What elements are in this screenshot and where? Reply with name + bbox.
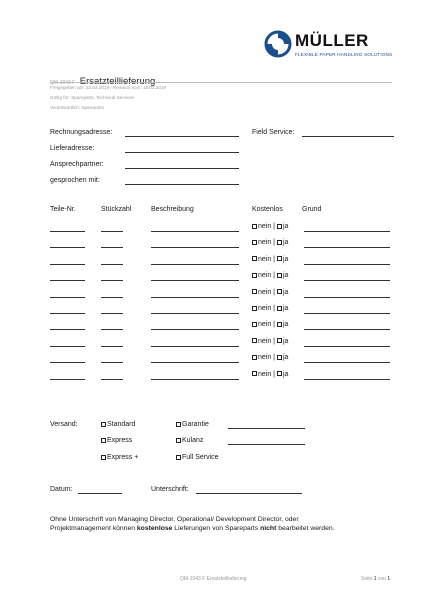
field-service-field[interactable]: [302, 136, 394, 137]
shipping-express-option[interactable]: [101, 437, 132, 444]
checkbox[interactable]: [176, 455, 181, 460]
shipping-express-plus-option[interactable]: [101, 454, 138, 461]
note-text-c: bearbeitet werden.: [276, 525, 335, 533]
free-of-charge-choice[interactable]: [252, 256, 288, 263]
logo-brand: MÜLLER: [295, 31, 369, 50]
col-description: Beschreibung: [151, 206, 194, 213]
note-line-2: [50, 524, 395, 533]
option-no-label: nein |: [258, 288, 277, 296]
checkbox-yes[interactable]: [277, 322, 282, 327]
option-no-label: nein |: [258, 337, 277, 345]
option-yes-label: ja: [282, 272, 289, 280]
checkbox-yes[interactable]: [277, 256, 282, 261]
free-of-charge-choice[interactable]: [252, 239, 288, 246]
reason-field[interactable]: [304, 346, 390, 347]
free-of-charge-choice[interactable]: [252, 289, 288, 296]
delivery-label: Lieferadresse:: [50, 145, 95, 152]
option-no-label: nein |: [258, 255, 277, 263]
quantity-field[interactable]: [101, 313, 123, 314]
note-bold-free: kostenlose: [136, 525, 173, 533]
reason-field[interactable]: [304, 313, 390, 314]
goodwill-label: Kulanz: [182, 437, 204, 444]
checkbox-no[interactable]: [252, 371, 257, 376]
reason-field[interactable]: [304, 247, 390, 248]
checkbox-yes[interactable]: [277, 371, 282, 376]
shipping-express-plus-label: Express +: [107, 454, 139, 461]
description-field[interactable]: [151, 264, 239, 265]
checkbox-yes[interactable]: [277, 240, 282, 245]
description-field[interactable]: [151, 231, 239, 232]
footer-page: [361, 576, 390, 582]
doc-code: QM-1043 F: [50, 80, 76, 86]
goodwill-option[interactable]: [176, 437, 203, 444]
goodwill-field[interactable]: [228, 444, 305, 445]
reason-field[interactable]: [304, 379, 390, 380]
description-field[interactable]: [151, 329, 239, 330]
part-number-field[interactable]: [50, 379, 85, 380]
footer-doc-name: QM-1043 F Ersatzteillieferung: [180, 576, 247, 582]
option-yes-label: ja: [282, 255, 289, 263]
contact-label: Ansprechpartner:: [50, 161, 104, 168]
title-underline: [50, 82, 392, 83]
quantity-field[interactable]: [101, 329, 123, 330]
part-number-field[interactable]: [50, 280, 85, 281]
full-service-label: Full Service: [182, 454, 219, 461]
reason-field[interactable]: [304, 362, 390, 363]
note-text-a: Projektmanagement können: [50, 525, 137, 533]
note-bold-not: nicht: [260, 525, 277, 533]
quantity-field[interactable]: [101, 346, 123, 347]
col-free-of-charge: Kostenlos: [252, 206, 283, 213]
delivery-field[interactable]: [125, 152, 239, 153]
doc-responsible: Verantwortlich: Spareparts: [50, 105, 104, 110]
option-yes-label: ja: [282, 337, 289, 345]
quantity-field[interactable]: [101, 247, 123, 248]
checkbox[interactable]: [101, 455, 106, 460]
quantity-field[interactable]: [101, 379, 123, 380]
checkbox-yes[interactable]: [277, 355, 282, 360]
free-of-charge-choice[interactable]: [252, 354, 288, 361]
free-of-charge-choice[interactable]: [252, 338, 288, 345]
note-line-1: Ohne Unterschrift von Managing Director, Operational/ Development Director, oder: [50, 516, 299, 523]
checkbox[interactable]: [176, 438, 181, 443]
option-yes-label: ja: [282, 239, 289, 247]
warranty-field[interactable]: [228, 428, 305, 429]
col-quantity: Stückzahl: [101, 206, 132, 213]
part-number-field[interactable]: [50, 231, 85, 232]
checkbox-no[interactable]: [252, 289, 257, 294]
footer-page-total: 1: [387, 576, 391, 582]
checkbox-yes[interactable]: [277, 289, 282, 294]
logo-emblem: [264, 30, 292, 58]
checkbox-no[interactable]: [252, 273, 257, 278]
full-service-option[interactable]: [176, 454, 219, 461]
quantity-field[interactable]: [101, 231, 123, 232]
checkbox-no[interactable]: [252, 240, 257, 245]
footer-page-word: Seite: [361, 576, 373, 582]
shipping-standard-label: Standard: [107, 421, 136, 428]
option-yes-label: ja: [282, 223, 289, 230]
quantity-field[interactable]: [101, 362, 123, 363]
reason-field[interactable]: [304, 264, 390, 265]
option-yes-label: ja: [282, 370, 289, 378]
free-of-charge-choice[interactable]: [252, 305, 288, 312]
contact-field[interactable]: [125, 168, 239, 169]
checkbox-no[interactable]: [252, 224, 257, 229]
shipping-express-label: Express: [107, 437, 133, 444]
option-yes-label: ja: [282, 354, 289, 362]
option-no-label: nein |: [258, 272, 277, 280]
billing-field[interactable]: [125, 136, 239, 137]
checkbox-yes[interactable]: [277, 224, 282, 229]
field-service-label: Field Service:: [252, 129, 295, 136]
description-field[interactable]: [151, 280, 239, 281]
logo-tagline: FLEXIBLE PAPER HANDLING SOLUTIONS: [295, 52, 393, 57]
option-no-label: nein |: [258, 370, 277, 378]
checkbox-no[interactable]: [252, 322, 257, 327]
checkbox-no[interactable]: [252, 256, 257, 261]
quantity-field[interactable]: [101, 264, 123, 265]
doc-title: Ersatzteillieferung: [79, 76, 156, 87]
description-field[interactable]: [151, 346, 239, 347]
date-label: Datum:: [50, 486, 73, 493]
part-number-field[interactable]: [50, 313, 85, 314]
option-no-label: nein |: [258, 305, 277, 312]
option-no-label: nein |: [258, 354, 277, 362]
note-text-b: Lieferungen von Spareparts: [172, 525, 261, 533]
shipping-standard-option[interactable]: [101, 421, 135, 428]
col-part-number: Teile-Nr.: [50, 206, 76, 213]
option-yes-label: ja: [282, 305, 289, 312]
footer-page-number: 1: [373, 576, 377, 582]
spoken-label: gesprochen mit:: [50, 177, 100, 184]
checkbox-no[interactable]: [252, 306, 257, 311]
quantity-field[interactable]: [101, 280, 123, 281]
warranty-option[interactable]: [176, 421, 209, 428]
part-number-field[interactable]: [50, 247, 85, 248]
option-no-label: nein |: [258, 239, 277, 247]
shipping-label: Versand:: [50, 421, 78, 428]
part-number-field[interactable]: [50, 346, 85, 347]
quantity-field[interactable]: [101, 297, 123, 298]
reason-field[interactable]: [304, 231, 390, 232]
checkbox-yes[interactable]: [277, 273, 282, 278]
doc-released: Freigegeben am: 22.02.2019 / Revision vom: 18.02.2019: [50, 85, 166, 90]
checkbox[interactable]: [101, 438, 106, 443]
reason-field[interactable]: [304, 297, 390, 298]
checkbox[interactable]: [176, 422, 181, 427]
free-of-charge-choice[interactable]: [252, 223, 288, 230]
description-field[interactable]: [151, 362, 239, 363]
reason-field[interactable]: [304, 280, 390, 281]
date-field[interactable]: [78, 493, 122, 494]
part-number-field[interactable]: [50, 362, 85, 363]
spoken-field[interactable]: [125, 184, 239, 185]
free-of-charge-choice[interactable]: [252, 371, 288, 378]
description-field[interactable]: [151, 247, 239, 248]
part-number-field[interactable]: [50, 297, 85, 298]
signature-label: Unterschrift:: [151, 486, 189, 493]
checkbox-no[interactable]: [252, 355, 257, 360]
option-no-label: nein |: [258, 321, 277, 329]
billing-label: Rechnungsadresse:: [50, 129, 113, 136]
description-field[interactable]: [151, 379, 239, 380]
part-number-field[interactable]: [50, 329, 85, 330]
checkbox-yes[interactable]: [277, 306, 282, 311]
free-of-charge-choice[interactable]: [252, 321, 288, 328]
footer-of-word: von: [377, 576, 387, 582]
company-logo: [264, 28, 394, 64]
option-no-label: nein |: [258, 223, 277, 230]
description-field[interactable]: [151, 297, 239, 298]
option-yes-label: ja: [282, 321, 289, 329]
reason-field[interactable]: [304, 329, 390, 330]
option-yes-label: ja: [282, 288, 289, 296]
warranty-label: Garantie: [182, 421, 209, 428]
col-reason: Grund: [302, 206, 322, 213]
description-field[interactable]: [151, 313, 239, 314]
checkbox-no[interactable]: [252, 338, 257, 343]
doc-valid-for: Gültig für: Spareparts, Technical Services: [50, 95, 135, 100]
approval-note: [50, 515, 395, 534]
free-of-charge-choice[interactable]: [252, 272, 288, 279]
checkbox-yes[interactable]: [277, 338, 282, 343]
checkbox[interactable]: [101, 422, 106, 427]
part-number-field[interactable]: [50, 264, 85, 265]
signature-field[interactable]: [196, 493, 302, 494]
